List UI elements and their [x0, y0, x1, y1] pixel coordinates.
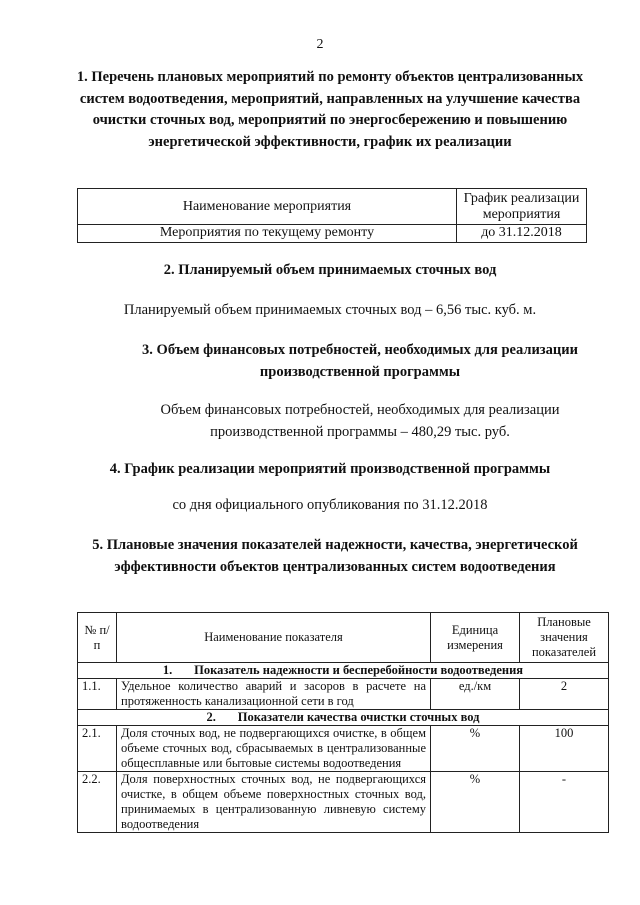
measures-table — [77, 188, 587, 243]
row-2-1-value: 100 — [520, 726, 609, 772]
header-number: № п/п — [78, 613, 117, 663]
header-planned-value: Плановые значения показателей — [520, 613, 609, 663]
measures-row-name: Мероприятия по текущему ремонту — [78, 225, 457, 243]
row-2-2-name: Доля поверхностных сточных вод, не подвергающихся очистке, в общем объеме поверхностных сточных вод, принимаемых в централизованную ливневую систему водоотведения — [117, 772, 431, 833]
row-1-1-number: 1.1. — [78, 679, 117, 710]
section-3-text: Объем финансовых потребностей, необходимых для реализации производственной программы – 480,29 тыс. руб. — [160, 402, 560, 440]
section-2-title: 2. Планируемый объем принимаемых сточных вод — [163, 262, 497, 278]
row-1-1-unit: ед./км — [431, 679, 520, 710]
header-indicator: Наименование показателя — [117, 613, 431, 663]
row-2-1-name: Доля сточных вод, не подвергающихся очистке, в общем объеме сточных вод, сбрасываемых в централизованные общесплавные или бытовые системы водоотведения — [117, 726, 431, 772]
section-4-text: со дня официального опубликования по 31.12.2018 — [172, 497, 488, 513]
section-1-title: 1. Перечень плановых мероприятий по ремонту объектов централизованных систем водоотведения, мероприятий, направленных на улучшение качества очистки сточных вод, мероприятий по энергосбережению и повышению энергетической эффективности, график их реализации — [76, 69, 584, 150]
page-number: 2 — [316, 37, 324, 52]
row-1-1-value: 2 — [520, 679, 609, 710]
group-1-number: 1. — [162, 663, 173, 677]
measures-header-name: Наименование мероприятия — [78, 189, 457, 225]
row-2-2-unit: % — [431, 772, 520, 833]
indicators-table — [77, 612, 609, 833]
group-2-row — [78, 710, 609, 726]
section-5-title: 5. Плановые значения показателей надежности, качества, энергетической эффективности объектов централизованных систем водоотведения — [92, 537, 578, 575]
group-2-title: Показатели качества очистки сточных вод — [237, 710, 480, 724]
measures-row-schedule: до 31.12.2018 — [457, 225, 587, 243]
row-1-1-name: Удельное количество аварий и засоров в расчете на протяженность канализационной сети в год — [117, 679, 431, 710]
row-2-1-unit: % — [431, 726, 520, 772]
measures-header-schedule: График реализации мероприятия — [457, 189, 587, 225]
section-4-title: 4. График реализации мероприятий производственной программы — [109, 461, 551, 477]
header-unit: Единица измерения — [431, 613, 520, 663]
row-2-1-number: 2.1. — [78, 726, 117, 772]
section-2-text: Планируемый объем принимаемых сточных вод – 6,56 тыс. куб. м. — [123, 302, 537, 318]
group-1-title: Показатель надежности и бесперебойности водоотведения — [194, 663, 524, 677]
row-2-2-value: - — [520, 772, 609, 833]
group-1-row — [78, 663, 609, 679]
row-2-2-number: 2.2. — [78, 772, 117, 833]
section-3-title: 3. Объем финансовых потребностей, необходимых для реализации производственной программы — [142, 342, 578, 380]
group-2-number: 2. — [206, 710, 216, 724]
